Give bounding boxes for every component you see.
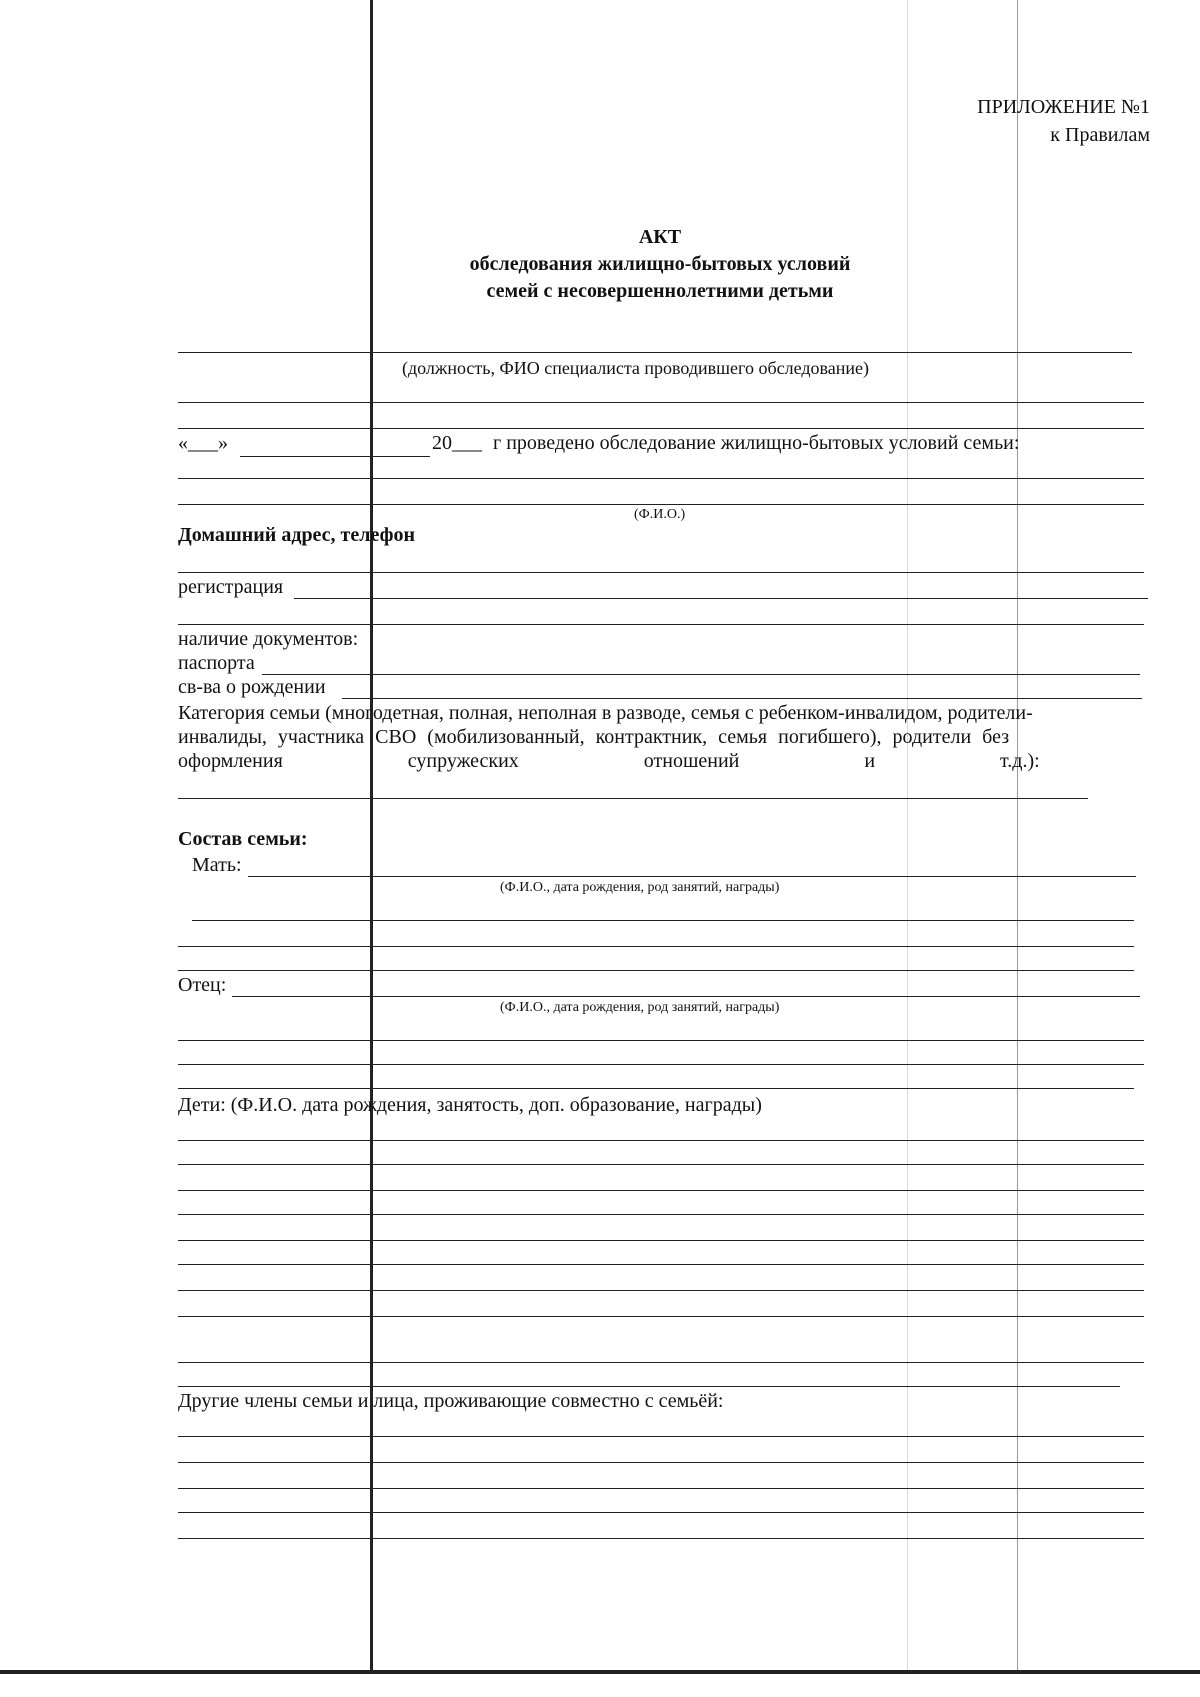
children-field[interactable] [178,1386,1120,1387]
scan-binding-line [370,0,373,1672]
document-subtitle-2: семей с несовершеннолетними детьми [486,280,834,302]
mother-field[interactable] [248,876,1136,877]
father-caption: (Ф.И.О., дата рождения, род занятий, награды) [500,1000,780,1015]
document-title: АКТ [638,226,682,248]
mother-field-4[interactable] [178,970,1134,971]
children-field[interactable] [178,1264,1144,1265]
category-text-line-3: оформления супружеских отношений и т.д.): [178,750,1040,772]
other-members-field[interactable] [178,1538,1144,1539]
father-field[interactable] [232,996,1140,997]
document-subtitle-1: обследования жилищно-бытовых условий [469,253,851,275]
scan-fold-line-faint [907,0,908,1672]
address-heading: Домашний адрес, телефон [178,524,415,546]
registration-field[interactable] [294,598,1148,599]
date-year-field[interactable]: 20___ [432,432,482,454]
family-name-field[interactable] [178,478,1144,479]
father-field-2[interactable] [178,1040,1144,1041]
specialist-caption: (должность, ФИО специалиста проводившего обследование) [402,358,870,378]
father-field-4[interactable] [178,1088,1134,1089]
father-label: Отец: [178,974,227,996]
children-field[interactable] [178,1214,1144,1215]
mother-field-2[interactable] [192,920,1134,921]
children-field[interactable] [178,1290,1144,1291]
other-members-field[interactable] [178,1462,1144,1463]
children-field[interactable] [178,1164,1144,1165]
category-field[interactable] [178,798,1088,799]
children-field[interactable] [178,1190,1144,1191]
birth-certificate-field[interactable] [342,698,1142,699]
children-field[interactable] [178,1140,1144,1141]
survey-statement: г проведено обследование жилищно-бытовых условий семьи: [493,432,1020,454]
date-day-field[interactable]: «___» [178,432,228,454]
family-heading: Состав семьи: [178,828,308,850]
registration-label: регистрация [178,576,284,598]
mother-field-3[interactable] [178,946,1134,947]
specialist-field[interactable] [178,352,1132,353]
other-members-field[interactable] [178,1436,1144,1437]
children-field[interactable] [178,1240,1144,1241]
blank-line[interactable] [178,428,1144,429]
passport-field[interactable] [262,674,1140,675]
passport-label: паспорта [178,652,255,674]
appendix-reference: к Правилам [1050,124,1150,146]
address-field[interactable] [178,572,1144,573]
father-field-3[interactable] [178,1064,1144,1065]
children-field[interactable] [178,1362,1144,1363]
blank-line[interactable] [178,624,1144,625]
children-field[interactable] [178,1316,1144,1317]
family-name-field-2[interactable] [178,504,1144,505]
children-label: Дети: (Ф.И.О. дата рождения, занятость, доп. образование, награды) [178,1094,762,1116]
other-members-label: Другие члены семьи и лица, проживающие совместно с семьёй: [178,1390,724,1412]
date-month-field[interactable] [240,456,430,457]
mother-caption: (Ф.И.О., дата рождения, род занятий, награды) [500,880,780,895]
category-text-line-2: инвалиды, участника СВО (мобилизованный, контрактник, семья погибшего), родители без [178,726,1010,748]
other-members-field[interactable] [178,1488,1144,1489]
scan-page-edge [0,1670,1200,1674]
birth-certificate-label: св-ва о рождении [178,676,326,698]
appendix-number: ПРИЛОЖЕНИЕ №1 [977,96,1150,118]
mother-label: Мать: [192,854,242,876]
blank-line[interactable] [178,402,1144,403]
other-members-field[interactable] [178,1512,1144,1513]
category-text-line-1: Категория семьи (многодетная, полная, неполная в разводе, семья с ребенком-инвалидом, родители- [178,702,1033,724]
scan-fold-line [1017,0,1018,1672]
fio-caption: (Ф.И.О.) [634,507,686,522]
documents-label: наличие документов: [178,628,359,650]
